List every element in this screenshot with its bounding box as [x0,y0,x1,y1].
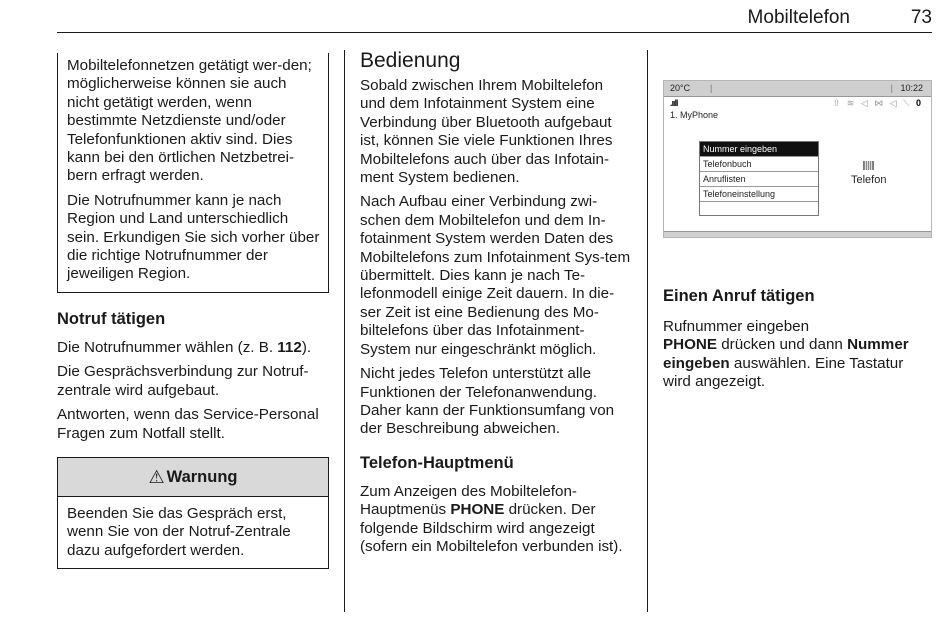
header-rule [57,32,932,33]
emergency-heading: Notruf tätigen [57,309,166,328]
emergency-number: 112 [277,338,302,356]
screen-top-bar [664,81,931,97]
emergency-step-1-end: ). [301,338,312,356]
dial-subheading: Rufnummer eingeben [663,318,810,335]
emergency-step-3: Antworten, wenn das Service-Personal Fragen zum Notfall stellt. [57,406,319,442]
emergency-step-1-text: Die Notrufnummer wählen (z. B. [57,338,278,356]
emergency-step-2: Die Gesprächsverbindung zur Notruf-zentrale wird aufgebaut. [57,363,309,399]
phone-key: PHONE [663,336,718,354]
note-paragraph: Mobiltelefonnetzen getätigt wer-den; möglicherweise können sie auch nicht getätigt werden, wenn bestimmte Netzdienste und/oder Telefonfunktionen aktiv sind. Dies kann bei den örtlichen Netzbetrei-bern erfragt werden. [67,57,312,185]
screen-bottom-bar [664,231,931,237]
body-paragraph: Nicht jedes Telefon unterstützt alle Funktionen der Telefonanwendung. Daher kann der Funktionsumfang von der Beschreibung abweichen. [360,365,615,438]
section-title: Bedienung [360,49,461,72]
warning-body [58,497,328,568]
dial-instructions [663,336,935,391]
clock-display: 10:22 [900,83,923,93]
main-menu-paragraph [360,483,632,557]
body-paragraph: Nach Aufbau einer Verbindung zwi-schen dem Mobiltelefon und dem In-fotainment System werden Daten des Mobiltelefons zum Infotainment Sys-tem übermittelt. Dies kann je nach Te-lefonmodell einige Zeit dauern. In die-ser Zeit ist eine Bedienung des Mo-biltelefons über das Infotainment-System nur eingeschränkt möglich. [360,193,631,358]
note-box [57,53,329,293]
connected-phone-name: 1. MyPhone [670,110,719,120]
dial-text: drücken und dann [717,336,848,354]
warning-text: Beenden Sie das Gespräch erst, wenn Sie von der Notruf-Zentrale dazu aufgefordert werden. [67,504,291,559]
signal-strength-icon: .ııll [670,98,678,108]
warning-triangle-icon: ⚠ [148,466,165,487]
main-menu-text-end: drücken. Der folgende Bildschirm wird angezeigt (sofern ein Mobiltelefon verbunden ist). [360,501,623,555]
warning-box [57,457,329,569]
phone-menu [699,141,819,216]
phone-key: PHONE [450,501,505,519]
temperature-display: 20°C [670,83,691,93]
column-3 [663,286,935,398]
main-menu-text: Zum Anzeigen des Mobiltelefon-Hauptmenüs [360,482,577,519]
column-2 [360,49,632,562]
top-bar-separator: | [890,83,893,93]
nummer-eingeben-key: Nummer eingeben [663,336,909,372]
column-divider-1 [344,50,345,612]
telefon-app-icon[interactable] [863,161,874,170]
menu-item-telefonbuch[interactable]: Telefonbuch [700,157,818,172]
chapter-title: Mobiltelefon [747,7,850,28]
status-icon-row: ⇧ ≋ ◁ ⋈ ◁ ⟍ [832,98,912,108]
call-heading: Einen Anruf tätigen [663,287,815,305]
column-divider-2 [647,50,648,612]
status-count: 0 [915,98,923,108]
warning-title: Warnung [166,467,238,486]
page-number: 73 [910,7,932,28]
body-paragraph: Sobald zwischen Ihrem Mobiltelefon und dem Infotainment System eine Verbindung über Bluetooth aufgebaut ist, können Sie viele Funktionen Ihres Mobiltelefons auch über das Infotain-ment System bedienen. [360,77,613,187]
menu-item-anruflisten[interactable]: Anruflisten [700,172,818,187]
emergency-step-1 [57,339,329,357]
column-1 [57,53,329,569]
menu-item-telefoneinstellung[interactable]: Telefoneinstellung [700,187,818,202]
phone-screen-illustration [663,80,932,238]
status-icons [833,98,923,109]
top-bar-separator: | [710,83,713,93]
dial-text-end: auswählen. Eine Tastatur wird angezeigt. [663,354,904,391]
menu-item-nummer-eingeben[interactable]: Nummer eingeben [700,142,818,157]
page-header [0,0,950,34]
main-menu-heading: Telefon-Hauptmenü [360,453,514,472]
note-paragraph: Die Notrufnummer kann je nach Region und Land unterschiedlich sein. Erkundigen Sie sich vorher über die richtige Notrufnummer der jeweiligen Region. [67,191,320,283]
warning-header [58,458,328,497]
telefon-app-label[interactable]: Telefon [851,174,887,186]
